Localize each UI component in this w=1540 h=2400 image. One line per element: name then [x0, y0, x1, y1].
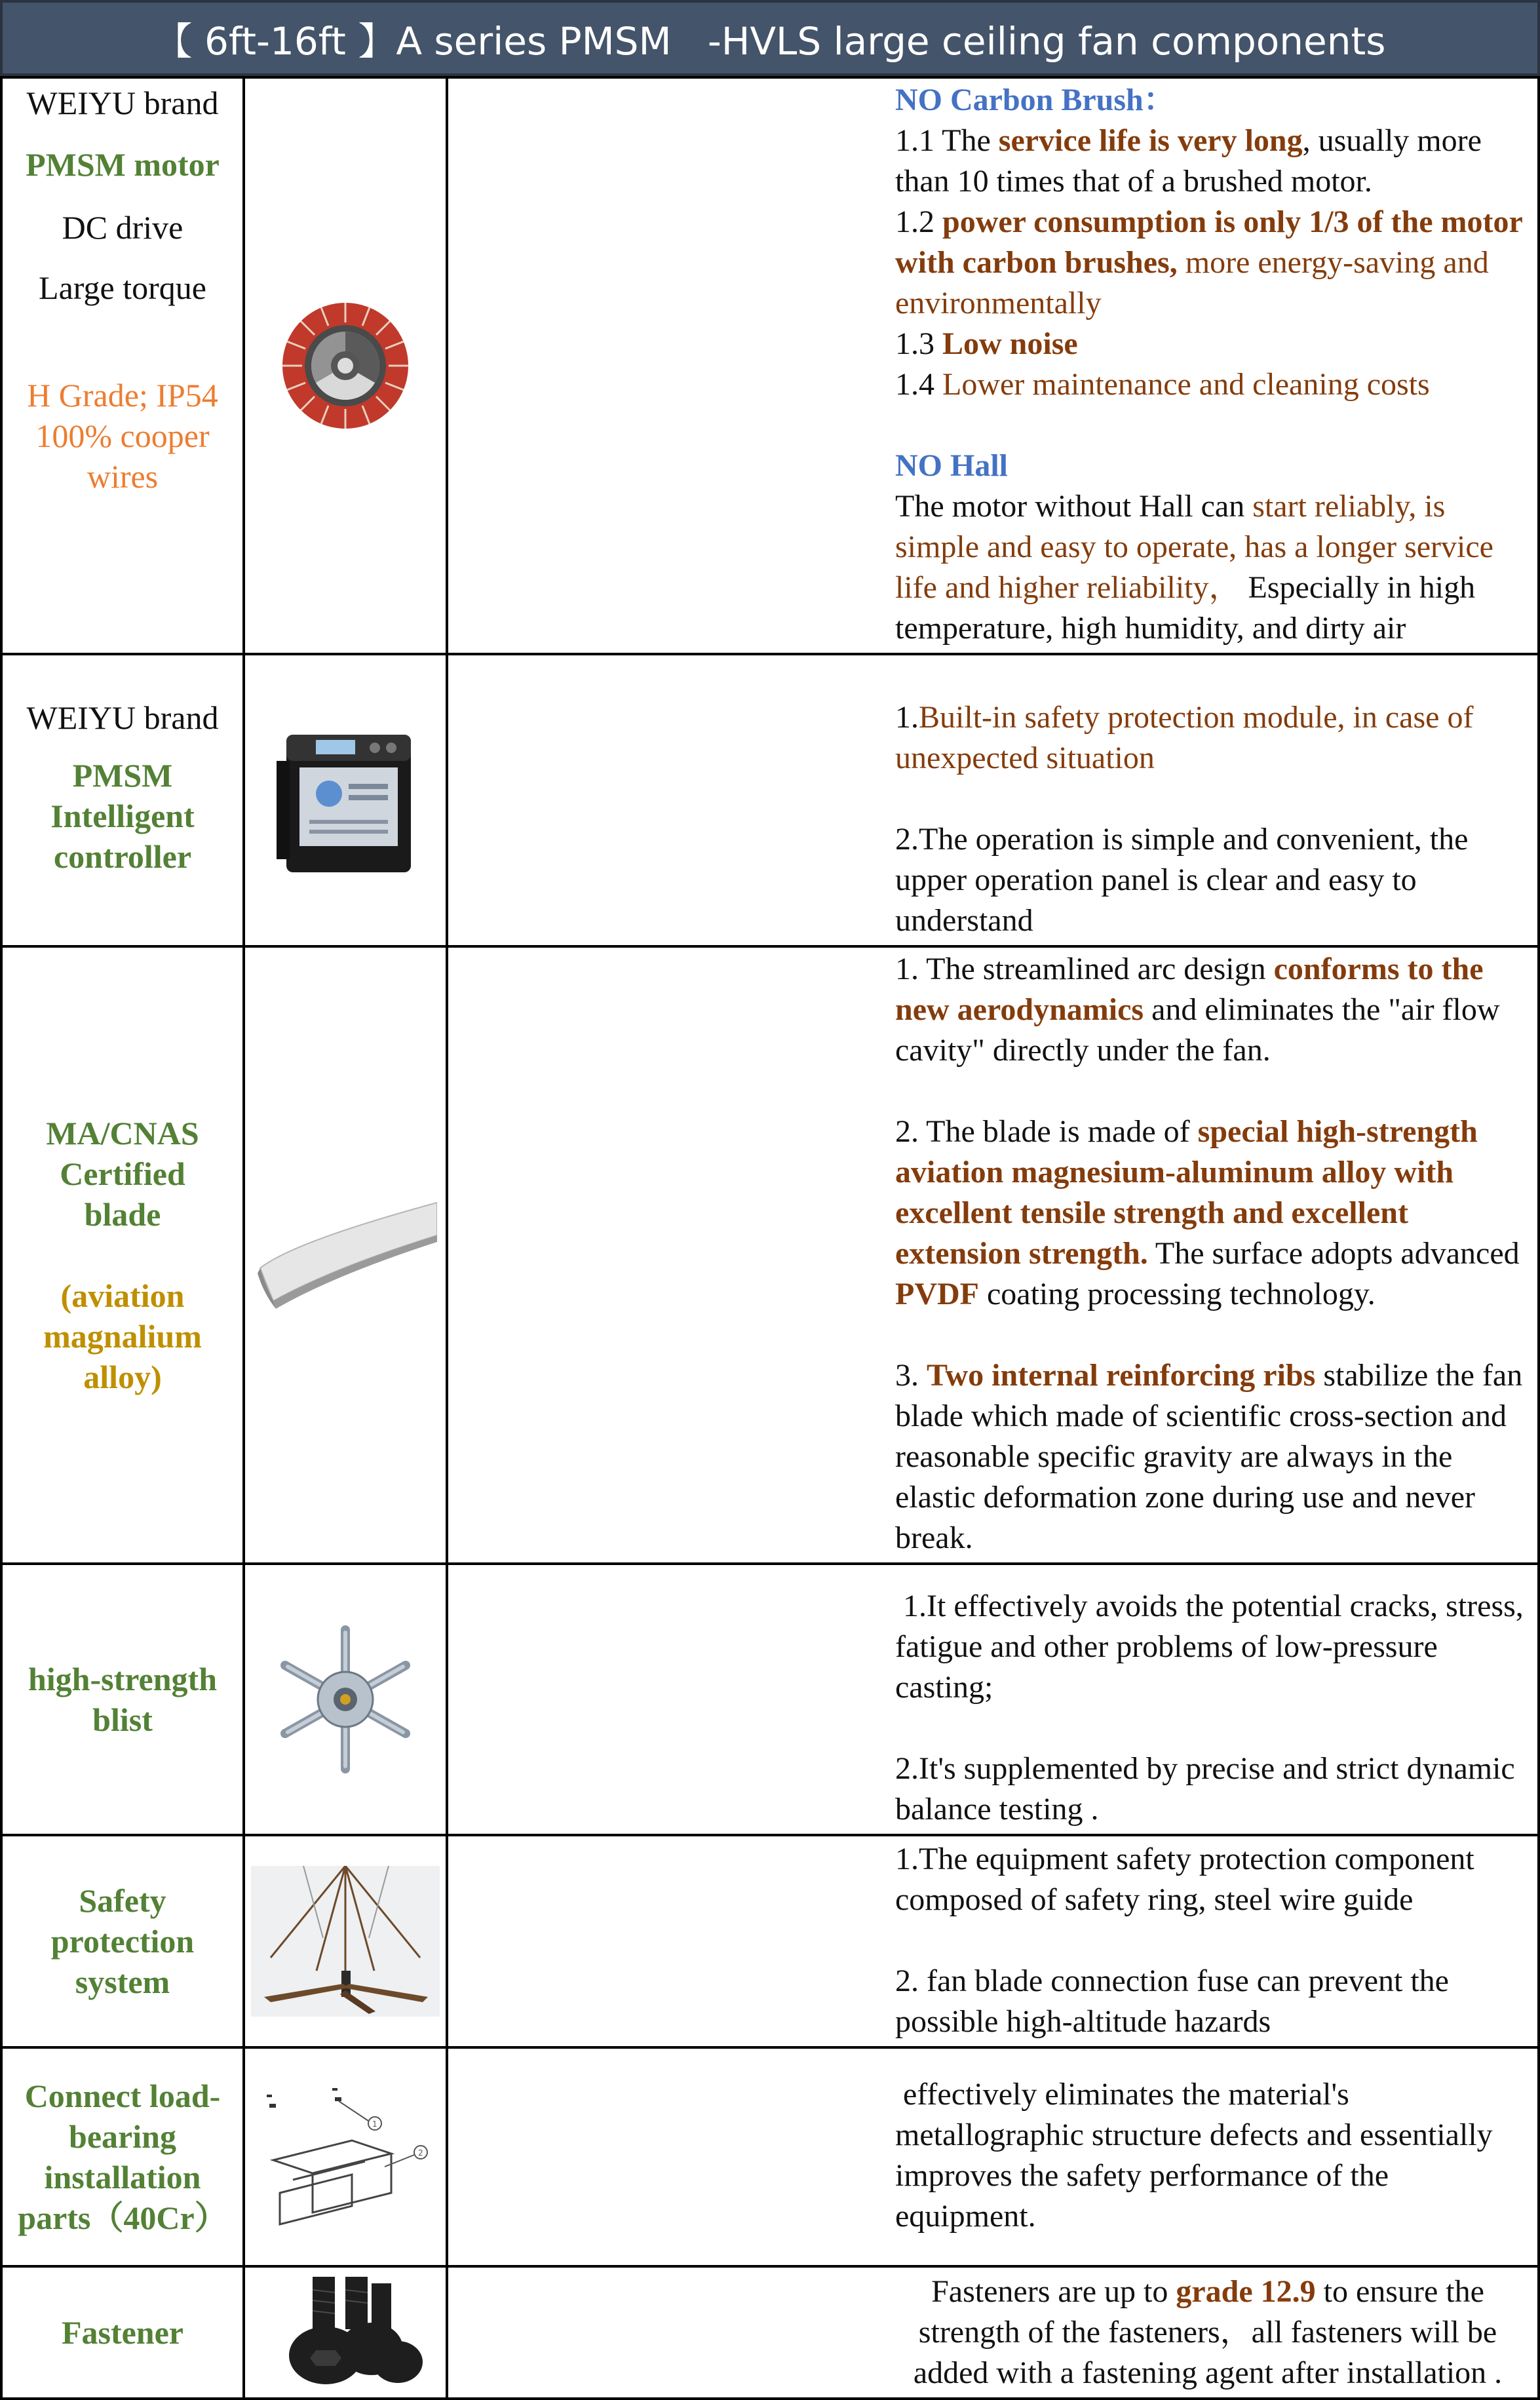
motor-stator-image — [280, 300, 411, 431]
controller-description-cell — [447, 654, 1539, 946]
text-span: to ensure the strength of the fasteners，all fasteners will be added with a fastening agent after installation . — [913, 2274, 1503, 2390]
fan-blade-image — [254, 1196, 437, 1314]
text-span: coating processing technology. — [978, 1277, 1376, 1311]
fastener-description-cell — [447, 2266, 1539, 2399]
description-paragraph — [895, 364, 1535, 405]
brand-label: WEIYU brand — [26, 699, 219, 736]
feature-label: Large torque — [39, 269, 206, 306]
brand-label: WEIYU brand — [26, 85, 219, 121]
table-row-controller — [1, 654, 1539, 946]
blade-description-cell — [447, 946, 1539, 1564]
text-span: 1.4 — [895, 367, 942, 402]
controller-image-cell — [244, 654, 447, 946]
component-name: Safety protection system — [50, 1882, 195, 2000]
description-paragraph: 2. fan blade connection fuse can prevent the possible high-altitude hazards — [895, 1964, 1449, 2039]
mounting-bracket-diagram — [254, 2081, 437, 2232]
text-span: The surface adopts advanced — [1147, 1236, 1520, 1271]
text-span: 3. — [895, 1358, 927, 1393]
svg-text:1: 1 — [372, 2119, 377, 2129]
highlight-text: Built-in safety protection module, in case of unexpected situation — [895, 700, 1474, 775]
highlight-text: more energy-saving and environmentally — [895, 245, 1489, 320]
description-paragraph — [895, 202, 1535, 324]
description-paragraph — [895, 1112, 1535, 1315]
connect-parts-image-cell — [244, 2047, 447, 2266]
highlight-text: service life is very long — [998, 123, 1303, 158]
section-heading: NO Hall — [895, 448, 1009, 483]
wire-label: 100% cooper — [35, 417, 210, 454]
text-span: stabilize the fan blade which made of scientific cross-section and reasonable specific gravity are always in the elastic deformation zone during use and never break. — [895, 1358, 1523, 1555]
component-name: PMSM motor — [26, 146, 220, 183]
safety-image-cell — [244, 1835, 447, 2047]
description-paragraph — [895, 697, 1535, 779]
highlight-text: Two internal reinforcing ribs — [927, 1358, 1316, 1393]
text-span: and eliminates the "air flow cavity" directly under the fan. — [895, 992, 1500, 1068]
text-span: 1.3 — [895, 326, 942, 361]
blade-label-cell — [1, 946, 244, 1564]
safety-label-cell — [1, 1835, 244, 2047]
table-row-blade — [1, 946, 1539, 1564]
highlight-text: Low noise — [942, 326, 1078, 361]
controller-label-cell — [1, 654, 244, 946]
hub-blister-image — [267, 1621, 424, 1778]
table-row-fastener — [1, 2266, 1539, 2399]
grade-label: H Grade; IP54 — [27, 377, 218, 414]
page-title — [0, 0, 1540, 76]
description-paragraph — [895, 486, 1535, 649]
safety-description-cell — [447, 1835, 1539, 2047]
page-title-text: 【 6ft-16ft 】A series PMSM -HVLS large ceiling fan components — [154, 19, 1386, 64]
connect-parts-description-cell — [447, 2047, 1539, 2266]
description-paragraph: 2.The operation is simple and convenient, the upper operation panel is clear and easy to understand — [895, 822, 1469, 938]
table-row-connect-parts — [1, 2047, 1539, 2266]
text-span: 2. The blade is made of — [895, 1114, 1198, 1149]
highlight-text: power consumption is only 1/3 of the motor with carbon brushes, — [895, 204, 1522, 280]
text-span: 1.1 The — [895, 123, 999, 158]
table-row-safety — [1, 1835, 1539, 2047]
material-label: (aviation magnalium alloy) — [43, 1277, 202, 1395]
svg-text:2: 2 — [418, 2148, 423, 2158]
components-table — [0, 76, 1540, 2400]
hub-description-cell — [447, 1564, 1539, 1835]
description-paragraph: effectively eliminates the material's metallographic structure defects and essentially improves the safety performance of the equipment. — [895, 2077, 1501, 2234]
highlight-text: PVDF — [895, 1277, 979, 1311]
text-span: The motor without Hall can — [895, 489, 1253, 524]
text-span: 1.2 — [895, 204, 942, 239]
table-row-motor — [1, 77, 1539, 654]
text-span: Fasteners are up to — [931, 2274, 1176, 2309]
component-name: Connect load-bearing installation parts（40Cr） — [18, 2078, 227, 2236]
text-span: 1. The streamlined arc design — [895, 952, 1274, 986]
fastener-label-cell — [1, 2266, 244, 2399]
motor-description-cell — [447, 77, 1539, 654]
table-row-hub — [1, 1564, 1539, 1835]
section-heading: NO Carbon Brush： — [895, 83, 1175, 117]
description-paragraph: 1.The equipment safety protection component composed of safety ring, steel wire guide — [895, 1842, 1474, 1917]
feature-label: DC drive — [62, 209, 183, 246]
description-paragraph — [895, 121, 1535, 202]
highlight-text: conforms to the new aerodynamics — [895, 952, 1484, 1027]
connect-parts-label-cell — [1, 2047, 244, 2266]
blade-image-cell — [244, 946, 447, 1564]
hub-image-cell — [244, 1564, 447, 1835]
text-span: , usually more than 10 times that of a brushed motor. — [895, 123, 1482, 199]
component-name: Fastener — [61, 2314, 184, 2351]
wire-label: wires — [87, 458, 159, 495]
component-name: high-strength blist — [28, 1661, 217, 1738]
highlight-text: special high-strength aviation magnesium-aluminum alloy with excellent tensile strength and excellent extension strength. — [895, 1114, 1478, 1271]
highlight-text: start reliably, is simple and easy to operate, has a longer service life and higher reliability， — [895, 489, 1493, 605]
text-span: 1. — [895, 700, 919, 735]
description-paragraph: 1.It effectively avoids the potential cracks, stress, fatigue and other problems of low-pressure casting; — [895, 1589, 1531, 1705]
description-paragraph — [881, 2272, 1535, 2393]
hub-label-cell — [1, 1564, 244, 1835]
description-paragraph — [895, 324, 1535, 364]
highlight-text: Lower maintenance and cleaning costs — [942, 367, 1430, 402]
motor-label-cell — [1, 77, 244, 654]
safety-wires-image — [251, 1866, 440, 2017]
description-paragraph — [895, 949, 1535, 1071]
fastener-image-cell — [244, 2266, 447, 2399]
motor-image-cell — [244, 77, 447, 654]
text-span: Especially in high temperature, high humidity, and dirty air — [895, 570, 1476, 646]
description-paragraph: 2.It's supplemented by precise and strict dynamic balance testing . — [895, 1751, 1515, 1827]
controller-box-image — [270, 722, 421, 879]
description-paragraph — [895, 1355, 1535, 1558]
component-name: PMSM Intelligent controller — [50, 757, 195, 875]
bolts-image — [267, 2277, 424, 2388]
highlight-text: grade 12.9 — [1176, 2274, 1316, 2309]
component-name: MA/CNAS Certified blade — [46, 1115, 199, 1233]
